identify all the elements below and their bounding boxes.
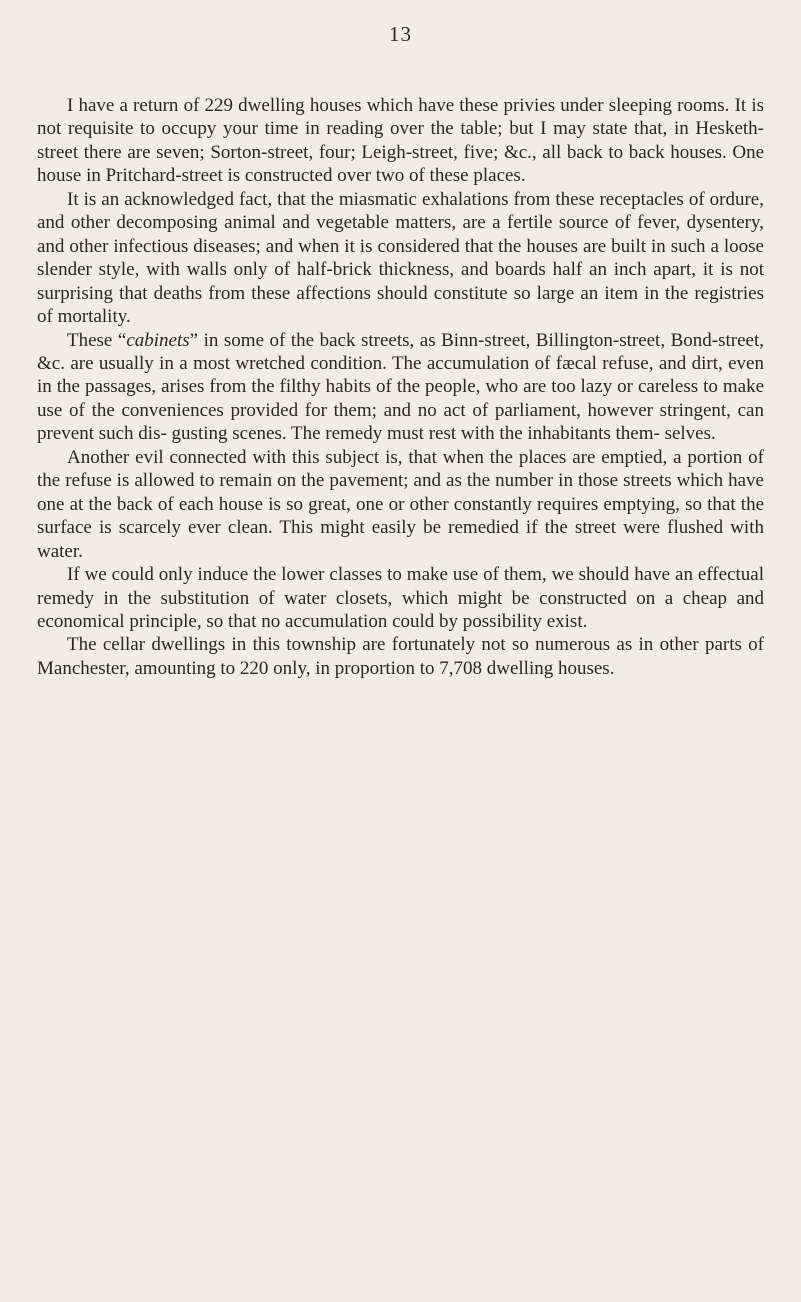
paragraph-cellar-dwellings: The cellar dwellings in this township are fortunately not so numerous as in other parts of Manchester, amounting to 220 only, in proportion to 7,708 dwelling houses. xyxy=(37,634,764,679)
page-number: 13 xyxy=(389,22,412,46)
body-text xyxy=(37,94,764,680)
paragraph-water-closets: If we could only induce the lower classes to make use of them, we should have an effectual remedy in the substitution of water closets, which might be constructed on a cheap and economical principle, so that no accumulation could by possibility exist. xyxy=(37,564,764,632)
paragraph-cabinets-rest: ” in some of the back streets, as Binn-street, Billington-street, Bond-street, &c. are usually in a most wretched condition. The accumulation of fæcal refuse, and dirt, even in the passages, arises from the filthy habits of the people, who are too lazy or careless to make use of the conveniences provided for them; and no act of parliament, however stringent, can prevent such dis- gusting scenes. The remedy must rest with the inhabitants them- selves. xyxy=(37,329,764,445)
paragraph-refuse-pavement: Another evil connected with this subject is, that when the places are emptied, a portion of the refuse is allowed to remain on the pavement; and as the number in those streets which have one at the back of each house is so great, one or other constantly requires emptying, so that the surface is scarcely ever clean. This might easily be remedied if the street were flushed with water. xyxy=(37,446,764,562)
paragraph-cabinets-italic-term: cabinets xyxy=(126,329,190,351)
paragraph-miasmatic-exhalations: It is an acknowledged fact, that the miasmatic exhalations from these receptacles of ordure, and other decomposing animal and vegetable matters, are a fertile source of fever, dysentery, and other infectious diseases; and when it is considered that the houses are built in such a loose slender style, with walls only of half-brick thickness, and boards half an inch apart, it is not surprising that deaths from these affections should constitute so large an item in the registries of mortality. xyxy=(37,188,764,328)
paragraph-cabinets xyxy=(37,329,764,446)
paragraph-cabinets-lead: These “ xyxy=(67,329,127,351)
paragraph-privies: I have a return of 229 dwelling houses which have these privies under sleeping rooms. It is not requisite to occupy your time in reading over the table; but I may state that, in Hesketh-street there are seven; Sorton-street, four; Leigh-street, five; &c., all back to back houses. One house in Pritchard-street is constructed over two of these places. xyxy=(37,95,764,187)
